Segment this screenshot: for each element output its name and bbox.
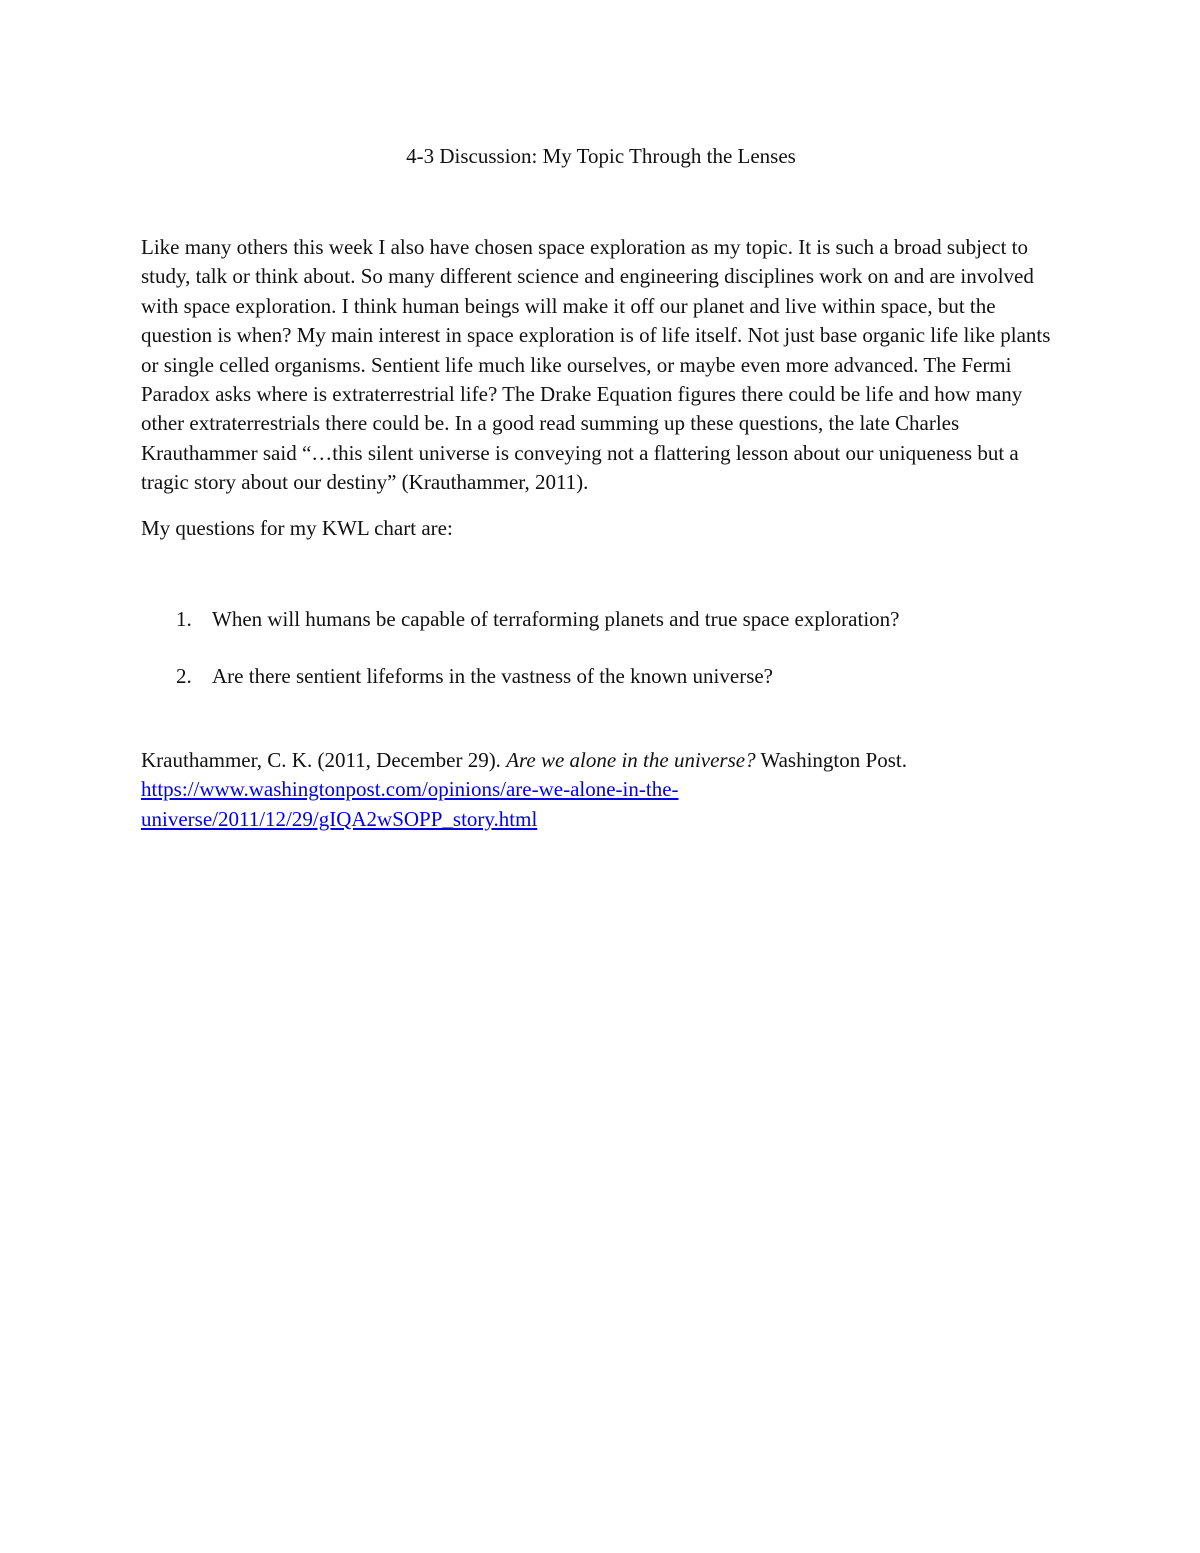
document-title: 4-3 Discussion: My Topic Through the Lenses [406,144,796,168]
kwl-intro-text: My questions for my KWL chart are: [141,515,453,540]
reference-title: Are we alone in the universe? [506,747,756,772]
reference-link[interactable] [141,777,679,830]
reference-author-date: Krauthammer, C. K. (2011, December 29). [141,747,507,772]
reference-citation [141,746,1061,834]
body-paragraph: Like many others this week I also have chosen space exploration as my topic. It is such a broad subject to study, talk or think about. So many different science and engineering disciplines work on and are involved with space exploration. I think human beings will make it off our planet and live within space, but the question is when? My main interest in space exploration is of life itself. Not just base organic life like plants or single celled organisms. Sentient life much like ourselves, or maybe even more advanced. The Fermi Paradox asks where is extraterrestrial life? The Drake Equation figures there could be life and how many other extraterrestrials there could be. In a good read summing up these questions, the late Charles Krauthammer said “…this silent universe is conveying not a flattering lesson about our uniqueness but a tragic story about our destiny” (Krauthammer, 2011). [141,235,1051,495]
reference-link-line-1[interactable]: https://www.washingtonpost.com/opinions/are-we-alone-in-the- [141,777,679,802]
questions-list [141,605,1061,692]
list-item-text: Are there sentient lifeforms in the vastness of the known universe? [212,664,774,689]
reference-link-line-2[interactable]: universe/2011/12/29/gIQA2wSOPP_story.html [141,806,538,831]
list-item-number: 1. [176,607,192,632]
list-item-text: When will humans be capable of terraforming planets and true space exploration? [212,607,900,632]
list-item [141,662,1061,691]
document-content [141,140,1061,834]
reference-publisher: Washington Post. [755,747,907,772]
list-item [141,605,1061,634]
list-item-number: 2. [176,664,192,689]
